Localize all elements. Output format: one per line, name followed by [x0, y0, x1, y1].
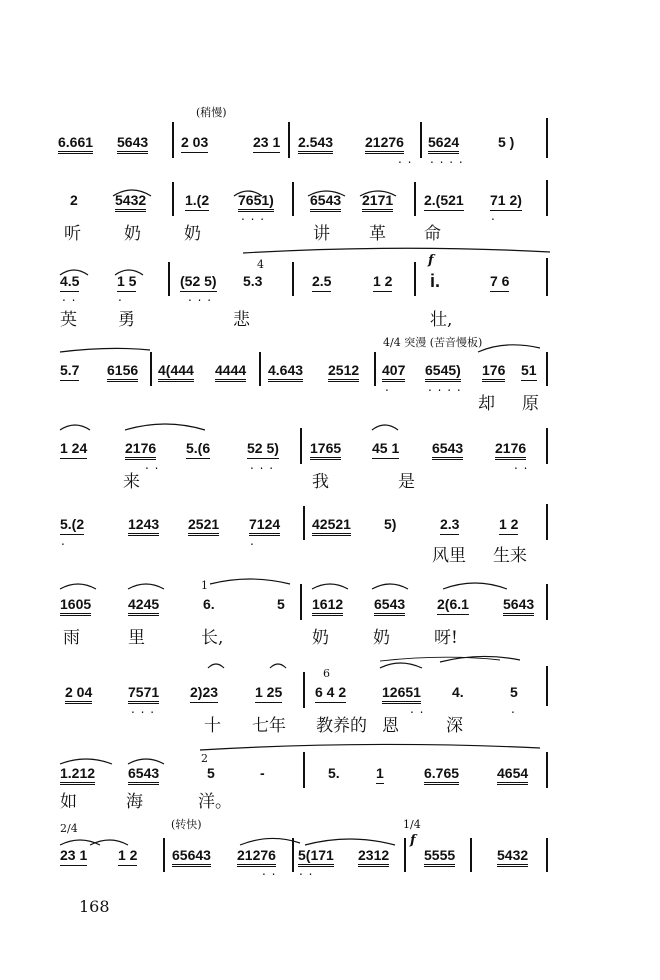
- grace-note: 2: [201, 752, 208, 765]
- note-group: 2521: [188, 516, 219, 536]
- note-group: 5624: [428, 134, 459, 154]
- time-signature: 1/4: [403, 818, 421, 831]
- note-group: 23 1: [60, 847, 87, 866]
- lyric: 呀!: [434, 628, 458, 648]
- note-group: 6545): [425, 362, 461, 382]
- note-group: 6543: [374, 596, 405, 616]
- note-group: 1: [376, 765, 384, 784]
- note-group: 71 2): [490, 192, 522, 211]
- note-group: 45 1: [372, 440, 399, 459]
- note-group: 5: [207, 765, 215, 781]
- lyric: 恩: [382, 716, 399, 736]
- barline: [150, 352, 152, 386]
- low-octave-dots: . . .: [131, 702, 156, 716]
- lyric: 讲: [313, 224, 330, 244]
- note-group: 1605: [60, 596, 91, 616]
- note-group: 6543: [310, 192, 341, 212]
- lyric: 奶: [373, 628, 390, 648]
- note-group: 5: [510, 684, 518, 700]
- note-group: 6156: [107, 362, 138, 382]
- low-octave-dots: . . .: [250, 458, 275, 472]
- page-number: 168: [79, 897, 110, 916]
- lyric: 听: [64, 224, 81, 244]
- lyric: 我: [312, 472, 329, 492]
- lyric: 雨: [63, 628, 80, 648]
- note-group: 4.: [452, 684, 464, 700]
- low-octave-dots: .: [511, 702, 516, 716]
- note-group: 5.(6: [186, 440, 210, 459]
- lyric: 革: [369, 224, 386, 244]
- note-group: 7124: [249, 516, 280, 536]
- note-group: 5.3: [243, 273, 263, 289]
- note-group: 4.5: [60, 273, 79, 292]
- barline: [546, 352, 548, 386]
- barline: [546, 118, 548, 158]
- low-octave-dots: . . .: [241, 209, 266, 223]
- note-group: 1 2: [499, 516, 518, 535]
- low-octave-dots: . . . .: [428, 380, 462, 394]
- note-group: i.: [430, 271, 441, 291]
- note-group: 5432: [497, 847, 528, 867]
- note-group: 407: [382, 362, 405, 382]
- dynamic-mark: f: [410, 833, 416, 848]
- barline: [300, 428, 302, 464]
- note-group: 21276: [237, 847, 276, 867]
- barline: [172, 122, 174, 158]
- note-group: 52 5): [247, 440, 279, 459]
- barline: [546, 180, 548, 216]
- note-group: 5.7: [60, 362, 79, 381]
- barline: [303, 752, 305, 788]
- lyric: 英: [60, 310, 77, 330]
- time-signature: 2/4: [60, 822, 78, 835]
- note-group: 4(444: [158, 362, 194, 382]
- low-octave-dots: . . . .: [430, 152, 464, 166]
- note-group: 5432: [115, 192, 146, 212]
- lyric: 勇: [118, 310, 135, 330]
- low-octave-dots: .: [250, 534, 255, 548]
- grace-note: 1: [201, 579, 208, 592]
- low-octave-dots: .: [61, 534, 66, 548]
- note-group: 4444: [215, 362, 246, 382]
- barline: [163, 838, 165, 872]
- note-group: -: [260, 765, 265, 781]
- note-group: 6.661: [58, 134, 93, 154]
- note-group: 5: [277, 596, 285, 612]
- note-group: 5.(2: [60, 516, 84, 535]
- low-octave-dots: . .: [262, 864, 277, 878]
- grace-note: 4: [257, 258, 264, 271]
- low-octave-dots: . .: [410, 702, 425, 716]
- grace-note: 6: [323, 667, 330, 680]
- barline: [546, 584, 548, 620]
- lyric: 却: [478, 394, 495, 414]
- lyric: 奶: [312, 628, 329, 648]
- lyric: 悲: [233, 310, 250, 330]
- barline: [470, 838, 472, 872]
- barline: [414, 182, 416, 216]
- barline: [546, 752, 548, 788]
- lyric: 里: [128, 628, 145, 648]
- note-group: 4.643: [268, 362, 303, 382]
- note-group: 1 2: [373, 273, 392, 292]
- note-group: 7651): [238, 192, 274, 212]
- lyric: 长,: [201, 628, 224, 648]
- note-group: 5): [384, 516, 397, 532]
- dynamic-mark: f: [428, 253, 434, 268]
- note-group: 2176: [495, 440, 526, 460]
- note-group: 5.: [328, 765, 340, 781]
- note-group: 1 25: [255, 684, 282, 703]
- note-group: 12651: [382, 684, 421, 704]
- note-group: 1 24: [60, 440, 87, 459]
- tempo-mark: (转快): [171, 818, 202, 831]
- lyric: 海: [126, 792, 143, 812]
- note-group: 5643: [117, 134, 148, 154]
- barline: [420, 122, 422, 158]
- barline: [259, 352, 261, 386]
- note-group: 5 ): [498, 134, 515, 150]
- note-group: 6.: [203, 596, 215, 612]
- lyric: 来: [123, 472, 140, 492]
- low-octave-dots: . .: [398, 152, 413, 166]
- note-group: 23 1: [253, 134, 280, 153]
- barline: [546, 258, 548, 296]
- note-group: 2176: [125, 440, 156, 460]
- note-group: 6543: [432, 440, 463, 460]
- lyric: 奶: [124, 224, 141, 244]
- barline: [414, 262, 416, 296]
- note-group: 2 04: [65, 684, 92, 704]
- lyric: 原: [522, 394, 539, 414]
- barline: [292, 262, 294, 296]
- barline: [288, 122, 290, 158]
- barline: [172, 182, 174, 216]
- note-group: 6543: [128, 765, 159, 785]
- note-group: 1 5: [117, 273, 136, 292]
- low-octave-dots: . . .: [188, 290, 213, 304]
- note-group: 2312: [358, 847, 389, 867]
- lyric: 壮,: [430, 310, 453, 330]
- lyric: 生来: [493, 546, 527, 566]
- barline: [303, 506, 305, 540]
- barline: [303, 672, 305, 708]
- barline: [546, 504, 548, 540]
- note-group: 7571: [128, 684, 159, 704]
- low-octave-dots: .: [385, 380, 390, 394]
- note-group: 5643: [503, 596, 534, 616]
- note-group: 2171: [362, 192, 393, 212]
- note-group: 2.5: [312, 273, 331, 292]
- lyric: 洋。: [198, 792, 232, 812]
- low-octave-dots: . .: [299, 864, 314, 878]
- note-group: 7 6: [490, 273, 509, 292]
- note-group: 176: [482, 362, 505, 382]
- barline: [546, 838, 548, 872]
- note-group: 4245: [128, 596, 159, 616]
- note-group: 2(6.1: [437, 596, 469, 615]
- lyric: 教养的: [316, 716, 367, 736]
- note-group: 1612: [312, 596, 343, 616]
- low-octave-dots: . .: [514, 458, 529, 472]
- note-group: 42521: [312, 516, 351, 536]
- note-group: 1765: [310, 440, 341, 460]
- note-group: 1.212: [60, 765, 95, 785]
- barline: [374, 352, 376, 386]
- note-group: 2.(521: [424, 192, 464, 211]
- lyric: 七年: [252, 716, 286, 736]
- lyric: 如: [60, 792, 77, 812]
- note-group: 2512: [328, 362, 359, 382]
- note-group: (52 5): [180, 273, 217, 292]
- barline: [404, 838, 406, 872]
- note-group: 5555: [424, 847, 455, 867]
- low-octave-dots: .: [491, 209, 496, 223]
- note-group: 2 03: [181, 134, 208, 153]
- barline: [168, 262, 170, 296]
- note-group: 51: [521, 362, 537, 381]
- low-octave-dots: . .: [62, 290, 77, 304]
- note-group: 1243: [128, 516, 159, 536]
- lyric: 深: [446, 716, 463, 736]
- lyric: 是: [398, 472, 415, 492]
- note-group: 2.543: [298, 134, 333, 154]
- barline: [292, 838, 294, 872]
- lyric: 十: [204, 716, 221, 736]
- note-group: 6 4 2: [315, 684, 346, 703]
- note-group: 21276: [365, 134, 404, 154]
- tempo-mark: 4/4 突漫 (苦音慢板): [383, 336, 483, 349]
- note-group: 65643: [172, 847, 211, 867]
- note-group: 2)23: [190, 684, 218, 703]
- barline: [546, 428, 548, 464]
- lyric: 奶: [184, 224, 201, 244]
- note-group: 2: [70, 192, 78, 208]
- lyric: 命: [424, 224, 441, 244]
- note-group: 1.(2: [185, 192, 209, 211]
- note-group: 2.3: [440, 516, 459, 535]
- barline: [292, 182, 294, 216]
- barline: [546, 666, 548, 706]
- tempo-mark: (稍慢): [196, 106, 227, 119]
- barline: [300, 584, 302, 620]
- note-group: 1 2: [118, 847, 137, 866]
- note-group: 4654: [497, 765, 528, 785]
- low-octave-dots: .: [118, 290, 123, 304]
- low-octave-dots: . .: [145, 458, 160, 472]
- lyric: 风里: [432, 546, 466, 566]
- note-group: 5(171: [298, 847, 334, 867]
- note-group: 6.765: [424, 765, 459, 785]
